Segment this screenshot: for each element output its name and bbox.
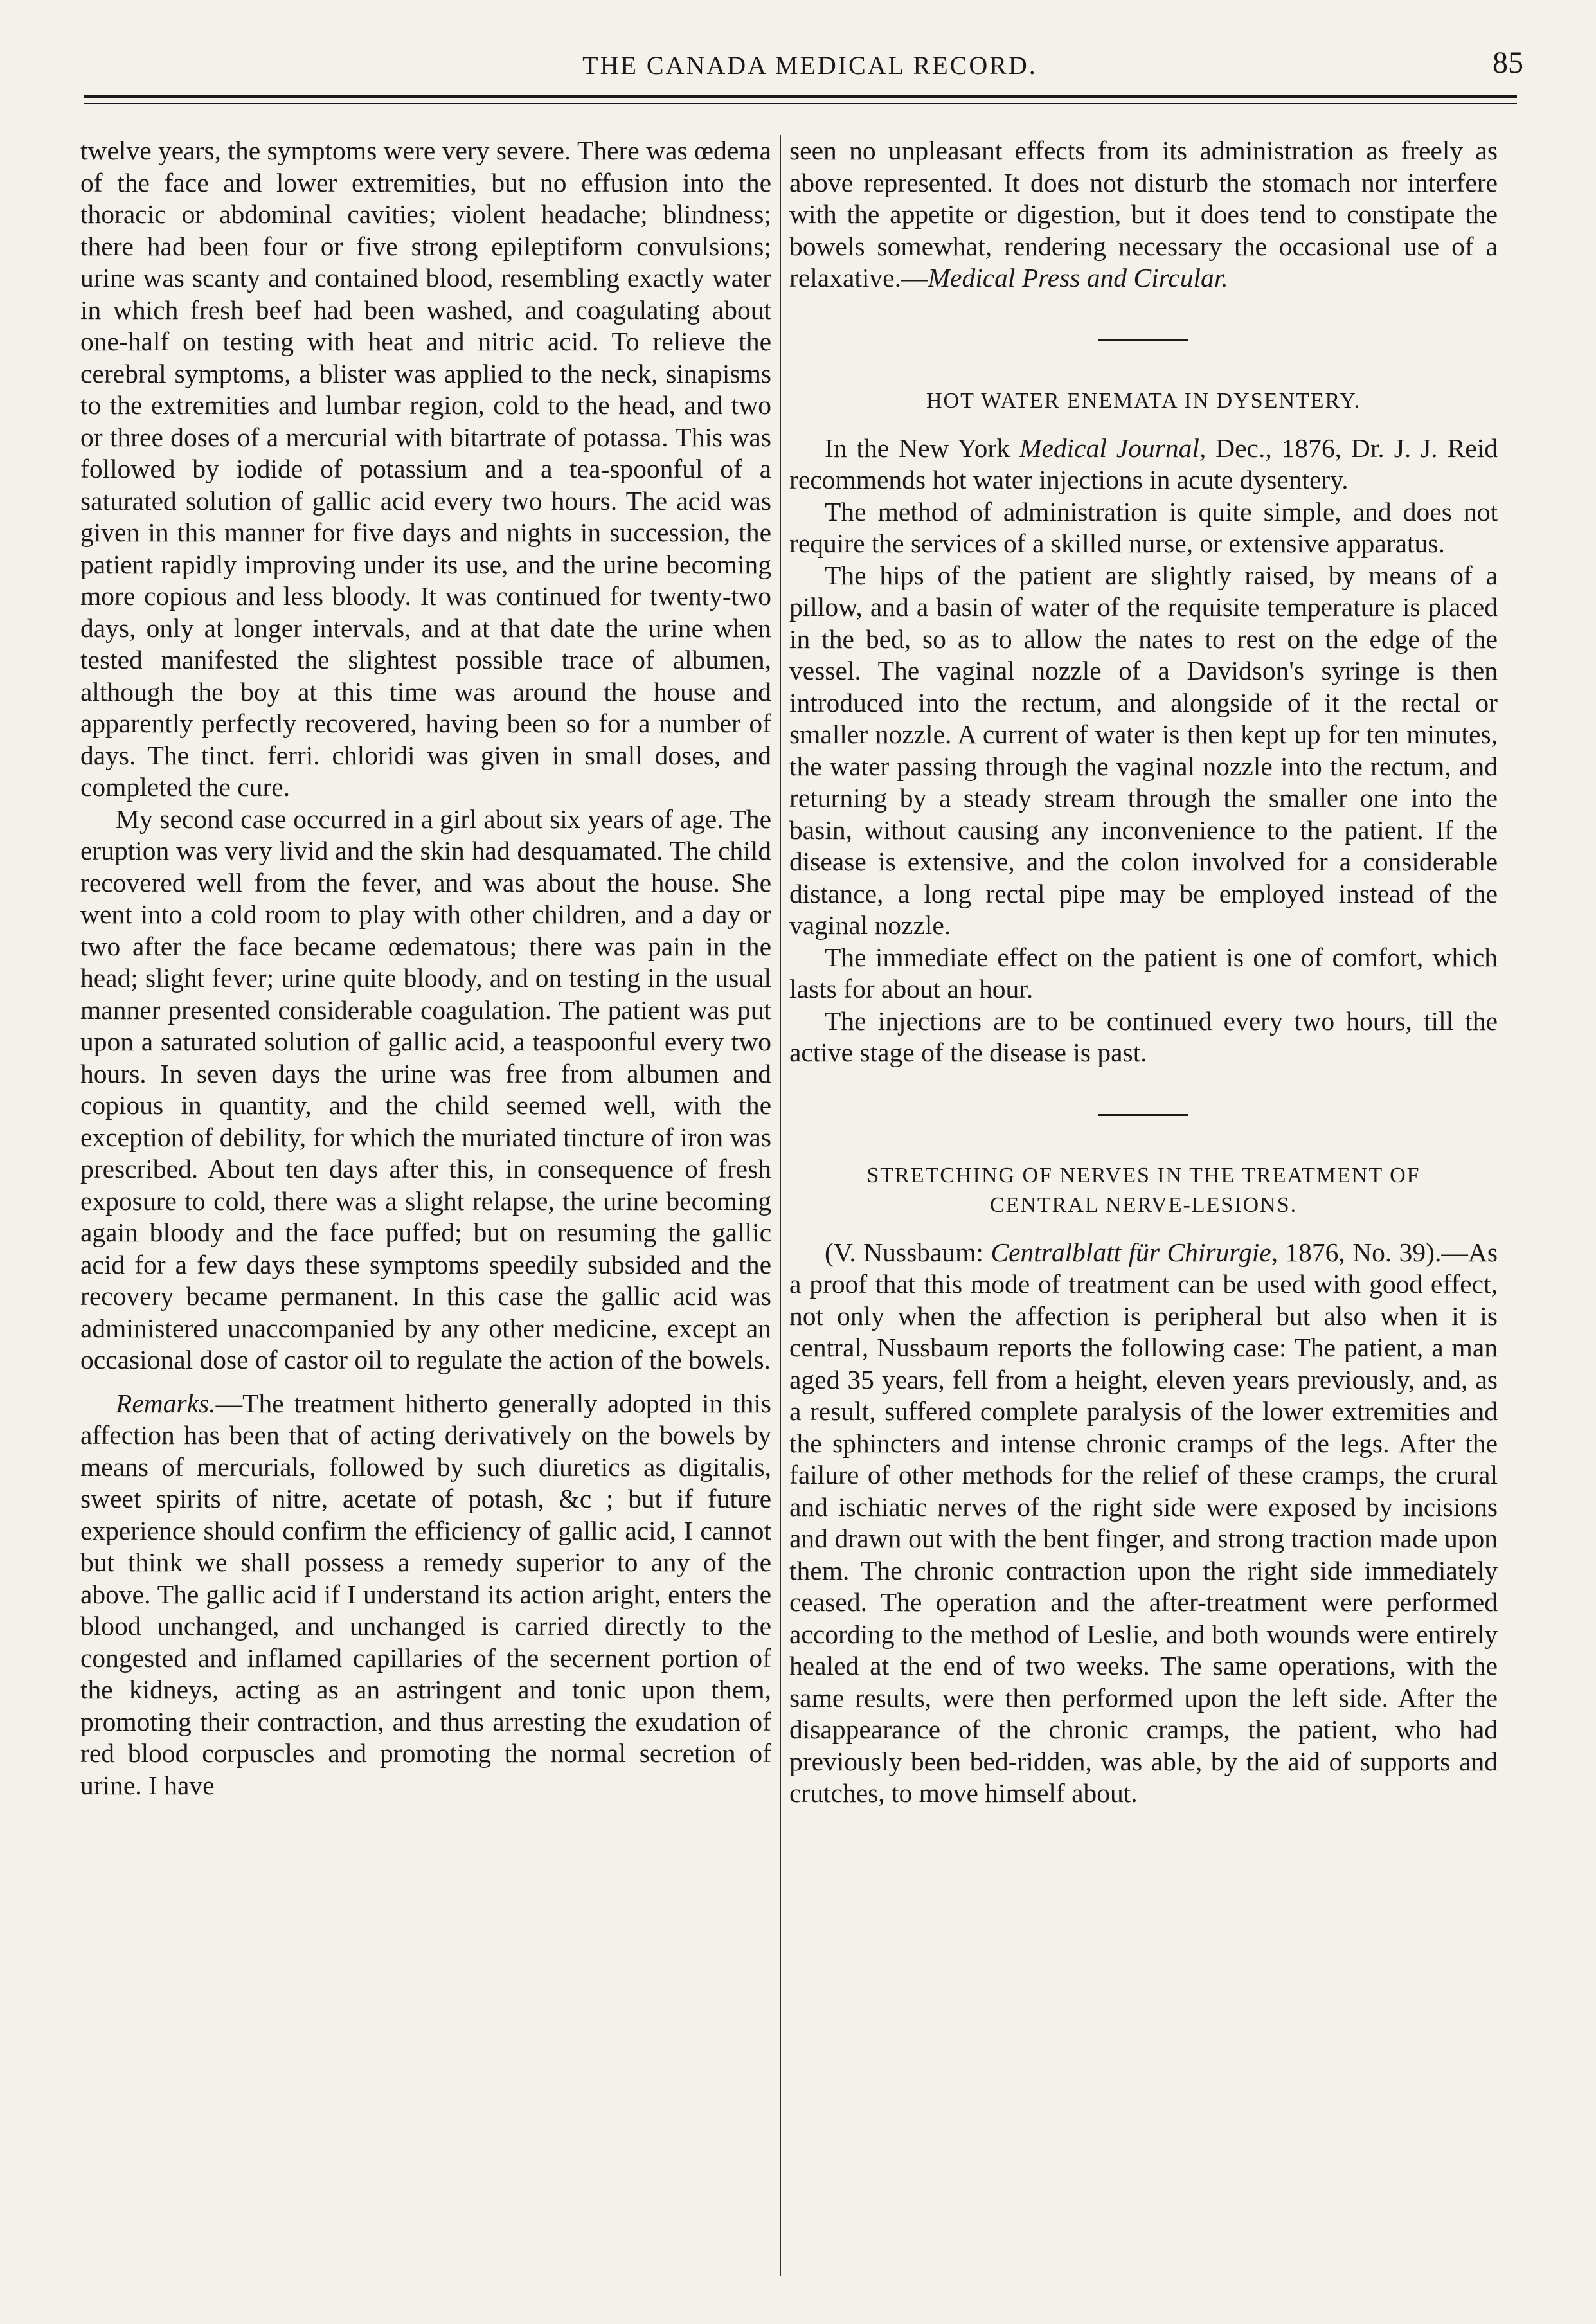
section-title (789, 1161, 1498, 1220)
paragraph (789, 1237, 1498, 1810)
paragraph: The method of administration is quite simple, and does not require the services of a skilled nurse, or extensive apparatus. (789, 496, 1498, 558)
remarks-text: —The treatment hitherto generally adopted in this affection has been that of acting derivatively on the bowels by means of mercurials, followed by such diuretics as digitalis, sweet spirits of nitre, acetate of potash, &c ; but if future experience should confirm the efficiency of gallic acid, I cannot but think we shall possess a remedy superior to any of the above. The gallic acid if I understand its action aright, enters the blood unchanged, and unchanged is carried directly to the congested and inflamed capillaries of the secernent portion of the kidneys, acting as an astringent and tonic upon them, promoting their contraction, and thus arresting the exudation of red blood corpuscles and promoting the normal secretion of urine. I have (80, 1388, 771, 1800)
left-column (80, 135, 771, 2276)
paragraph: twelve years, the symptoms were very severe. There was œdema of the face and lower extremities, but no effusion into the thoracic or abdominal cavities; violent headache; blindness; there had been four or five strong epileptiform convulsions; urine was scanty and contained blood, resembling exactly water in which fresh beef had been washed, and coagulating about one-half on testing with heat and nitric acid. To relieve the cerebral symptoms, a blister was applied to the neck, sinapisms to the extremities and lumbar region, cold to the head, and two or three doses of a mercurial with bitartrate of potassa. This was followed by iodide of potassium and a tea-spoonful of a saturated solution of gallic acid every two hours. The acid was given in this manner for five days and nights in succession, the patient rapidly improving under its use, and the urine becoming more copious and less bloody. It was continued for twenty-two days, only at longer intervals, and at that date the urine when tested manifested the slightest possible trace of albumen, although the boy at this time was around the house and apparently perfectly recovered, having been so for a number of days. The tinct. ferri. chloridi was given in small doses, and completed the cure. (80, 136, 771, 802)
header-rule-thin (84, 103, 1517, 104)
section-title: HOT WATER ENEMATA IN DYSENTERY. (926, 388, 1361, 413)
section-separator (1098, 1114, 1188, 1116)
page-number: 85 (1493, 46, 1523, 80)
column-divider (780, 135, 781, 2276)
paragraph-text: , 1876, No. 39).—As a proof that this mode of treatment can be used with good effect, not only when the affection is peripheral but also when it is central, Nussbaum reports the following case: The patient, a man aged 35 years, fell from a height, eleven years previously, and, as a result, suffered complete paralysis of the lower extremities and the sphincters and intense chronic cramps of the legs. After the failure of other methods for the relief of these cramps, the crural and ischiatic nerves of the right side were exposed by incisions and drawn out with the bent finger, and strong traction made upon them. The chronic contraction upon the right side immediately ceased. The operation and the after-treatment were performed according to the method of Leslie, and both wounds were entirely healed at the end of two weeks. The same operations, with the same results, were then performed upon the left side. After the disappearance of the chronic cramps, the patient, who had previously been bed-ridden, was able, by the aid of supports and crutches, to move himself about. (789, 1237, 1498, 1808)
paragraph: My second case occurred in a girl about six years of age. The eruption was very livid and the skin had desquamated. The child recovered well from the fever, and was about the house. She went into a cold room to play with other children, and a day or two after the face became œdematous; there was pain in the head; slight fever; urine quite bloody, and on testing in the usual manner presented considerable coagulation. The patient was put upon a saturated solution of gallic acid, a teaspoonful every two hours. In seven days the urine was free from albumen and copious in quantity, and the child seemed well, with the exception of debility, for which the muriated tincture of iron was prescribed. About ten days after this, in consequence of fresh exposure to cold, there was a slight relapse, the urine becoming again bloody and the face puffed; but on resuming the gallic acid for a few days these symptoms speedily subsided and the recovery became permanent. In this case the gallic acid was administered unaccompanied by any other medicine, except an occasional dose of castor oil to regulate the action of the bowels. (80, 804, 771, 1374)
section-separator (1098, 339, 1188, 341)
source-citation: Medical Press and Circular. (928, 263, 1228, 293)
remarks-label: Remarks. (116, 1388, 216, 1418)
section-title-line: STRETCHING OF NERVES IN THE TREATMENT OF (866, 1163, 1421, 1187)
header-rule (84, 95, 1517, 98)
paragraph-text: (V. Nussbaum: (825, 1237, 991, 1267)
page-header (84, 39, 1536, 90)
running-title: THE CANADA MEDICAL RECORD. (582, 51, 1037, 80)
paragraph: The injections are to be continued every two hours, till the active stage of the disease is past. (789, 1005, 1498, 1067)
paragraph-text: In the New York (825, 433, 1019, 463)
section-title-line: CENTRAL NERVE-LESIONS. (989, 1193, 1298, 1217)
paragraph-text: , Dec., 1876, Dr. J. J. Reid recommends hot water injections in acute dysentery. (789, 433, 1498, 494)
journal-name: Medical Journal (1019, 433, 1199, 463)
paragraph-remarks (80, 1388, 771, 1802)
paragraph-text: seen no unpleasant effects from its administration as freely as above represented. It does not disturb the stomach nor interfere with the appetite or digestion, but it does tend to constipate the bowels somewhat, rendering necessary the occasional use of a relaxative.— (789, 136, 1498, 293)
paragraph: The hips of the patient are slightly raised, by means of a pillow, and a basin of water of the requisite temperature is placed in the bed, so as to allow the nates to rest on the edge of the vessel. The vaginal nozzle of a Davidson's syringe is then introduced into the rectum, and alongside of it the rectal or smaller nozzle. A current of water is then kept up for ten minutes, the water passing through the vaginal nozzle into the rectum, and returning by a steady stream through the smaller one into the basin, without causing any inconvenience to the patient. If the disease is extensive, and the colon involved for a considerable distance, a long rectal pipe may be employed instead of the vaginal nozzle. (789, 560, 1498, 940)
right-column (789, 135, 1498, 2276)
paragraph (789, 433, 1498, 496)
paragraph: The immediate effect on the patient is one of comfort, which lasts for about an hour. (789, 942, 1498, 1004)
paragraph (789, 135, 1498, 294)
journal-name: Centralblatt für Chirurgie (991, 1237, 1271, 1267)
